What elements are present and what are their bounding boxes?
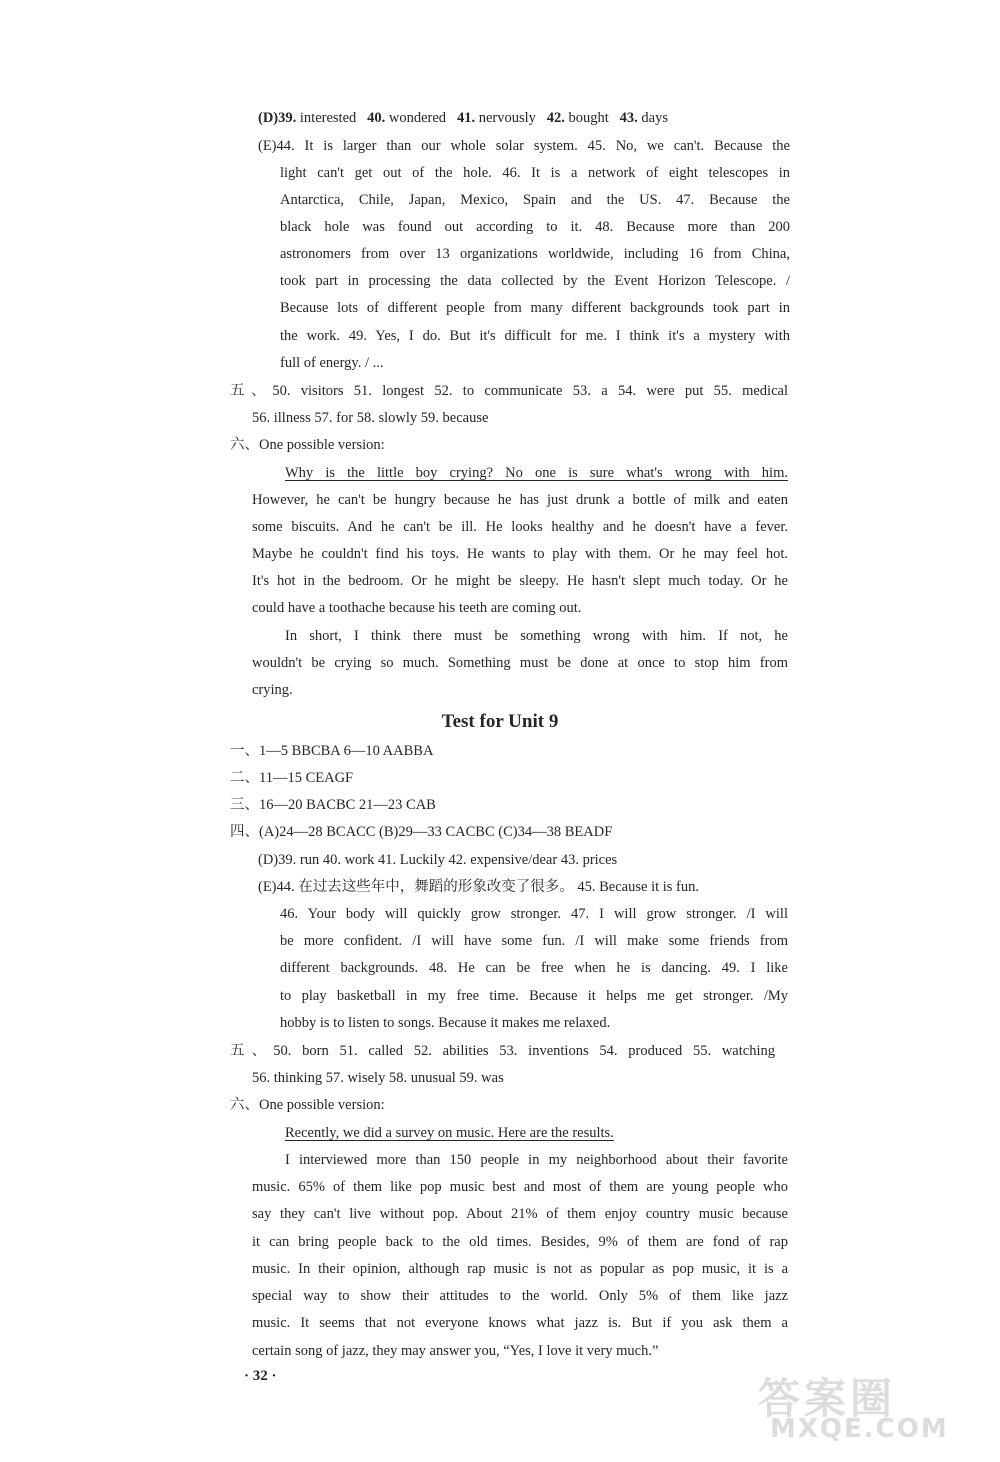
answer-line-e: (E)44. It is larger than our whole solar system. 45. No, we can't. Because the [258,138,790,154]
essay-line: music. It seems that not everyone knows what jazz is. But if you ask them a [252,1315,788,1331]
section-4e-line: 46. Your body will quickly grow stronger. 47. I will grow stronger. /I will [280,906,788,922]
answer-line-e: full of energy. / ... [280,355,384,371]
section-6-label: 六、One possible version: [230,437,385,453]
answer-line-e: took part in processing the data collected by the Event Horizon Telescope. / [280,273,790,289]
section-5-line: 56. illness 57. for 58. slowly 59. because [252,410,489,426]
essay-line: wouldn't be crying so much. Something must be done at once to stop him from [252,655,788,671]
essay-first-line: Why is the little boy crying? No one is sure what's wrong with him. [285,465,788,481]
answer-line-e: astronomers from over 13 organizations worldwide, including 16 from China, [280,246,790,262]
section-4e-line: be more confident. /I will have some fun. /I will make some friends from [280,933,788,949]
watermark-text-en: MXQE.COM [770,1414,949,1444]
answer-line-e: the work. 49. Yes, I do. But it's difficult for me. I think it's a mystery with [280,328,790,344]
essay-line: However, he can't be hungry because he has just drunk a bottle of milk and eaten [252,492,788,508]
section-5-line: 56. thinking 57. wisely 58. unusual 59. was [252,1070,504,1086]
page-number: · 32 · [244,1368,277,1384]
section-3-line: 三、16—20 BACBC 21—23 CAB [230,797,436,813]
essay-line: music. In their opinion, although rap music is not as popular as pop music, it is a [252,1261,788,1277]
section-1-line: 一、1—5 BBCBA 6—10 AABBA [230,743,434,759]
answer-line-e: black hole was found out according to it. 48. Because more than 200 [280,219,790,235]
section-title: Test for Unit 9 [441,711,559,732]
watermark-text-cn: 答案圈 [758,1374,897,1423]
section-4e-line: (E)44. 在过去这些年中，舞蹈的形象改变了很多。 45. Because it is fun. [258,879,700,895]
watermark-logo [750,1366,982,1448]
essay-line: some biscuits. And he can't be ill. He looks healthy and he doesn't have a fever. [252,519,788,535]
answer-line-e: Antarctica, Chile, Japan, Mexico, Spain and the US. 47. Because the [280,192,790,208]
section-4e-line: hobby is to listen to songs. Because it makes me relaxed. [280,1015,611,1031]
section-6-label: 六、One possible version: [230,1097,385,1113]
section-4e-line: different backgrounds. 48. He can be free when he is dancing. 49. I like [280,960,788,976]
essay-line: special way to show their attitudes to the world. Only 5% of them like jazz [252,1288,788,1304]
section-4-line: 四、(A)24—28 BCACC (B)29—33 CACBC (C)34—38 BEADF [230,824,613,840]
answer-line-e: light can't get out of the hole. 46. It is a network of eight telescopes in [280,165,790,181]
essay-line: I interviewed more than 150 people in my neighborhood about their favorite [285,1152,788,1168]
essay-line: could have a toothache because his teeth are coming out. [252,600,582,616]
essay-line: say they can't live without pop. About 21% of them enjoy country music because [252,1206,788,1222]
section-5-line: 五、50. visitors 51. longest 52. to communicate 53. a 54. were put 55. medical [230,383,788,399]
answer-line-d: (D)39. interested 40. wondered 41. nervously 42. bought 43. days [258,110,668,126]
essay-line: In short, I think there must be something wrong with him. If not, he [285,628,788,644]
essay-line: It's hot in the bedroom. Or he might be sleepy. He hasn't slept much today. Or he [252,573,788,589]
section-2-line: 二、11—15 CEAGF [230,770,354,786]
essay-line: crying. [252,682,293,698]
answer-line-e: Because lots of different people from many different backgrounds took part in [280,300,790,316]
essay-first-line: Recently, we did a survey on music. Here are the results. [285,1125,614,1141]
essay-line: certain song of jazz, they may answer you, “Yes, I love it very much.” [252,1343,659,1359]
essay-line: music. 65% of them like pop music best and most of them are young people who [252,1179,788,1195]
section-5-line: 五、50. born 51. called 52. abilities 53. inventions 54. produced 55. watching [230,1043,775,1059]
essay-line: Maybe he couldn't find his toys. He wants to play with them. Or he may feel hot. [252,546,788,562]
section-4e-line: to play basketball in my free time. Because it helps me get stronger. /My [280,988,788,1004]
essay-line: it can bring people back to the old times. Besides, 9% of them are fond of rap [252,1234,788,1250]
section-4d-line: (D)39. run 40. work 41. Luckily 42. expensive/dear 43. prices [258,852,618,868]
